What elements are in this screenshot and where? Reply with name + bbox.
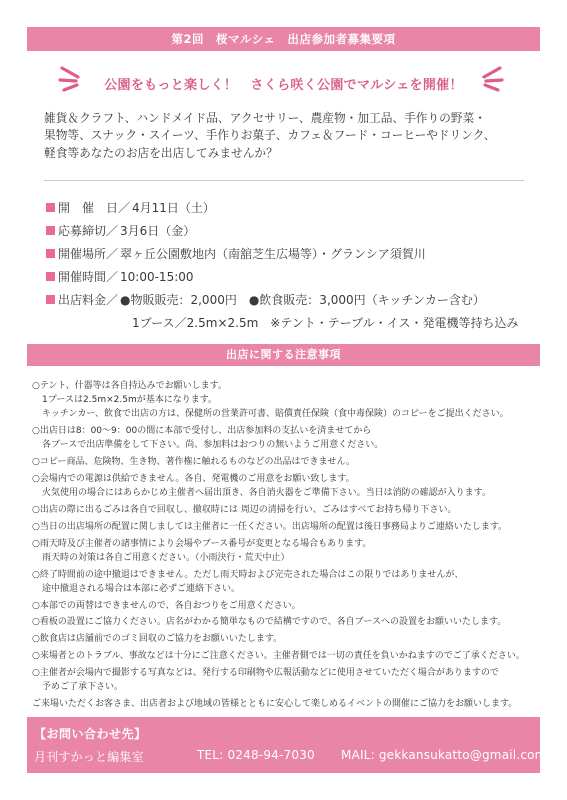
tagline [0,74,567,93]
note-line: ○テント、什器等は各自持込みでお願いします。 [32,381,227,391]
note-item [32,472,542,500]
note-line: ○出店の際に出るごみは各自で回収し、撤収時には 周辺の清掃を行い、ごみはすべてお持ち帰り下さい。 [32,505,457,515]
note-line: ○会場内での電源は供給できません。各自、発電機のご用意をお願い致します。 [32,474,355,484]
note-item [32,568,542,596]
note-line: ○主催者が会場内で撮影する写真などは、発行する印刷物や広報活動などに使用させていただく場合がありますので [32,667,499,678]
detail-fee-booth: 1ブース／2.5m×2.5m ※テント・テーブル・イス・発電機等持ち込み [132,316,519,330]
note-line: ○雨天時及び主催者の諸事情により会場やブース番号が変更となる場合もあります。 [32,538,372,549]
detail-venue [46,245,546,268]
pink-square-icon [46,249,55,258]
note-item [32,666,542,694]
notes-heading: 出店に関する注意事項 [226,348,341,361]
pink-square-icon [46,295,55,304]
detail-label: 応募締切／ [58,224,119,238]
closing-note [32,697,542,711]
event-details [46,199,546,337]
note-item [32,632,542,646]
detail-date [46,199,546,222]
note-item [32,520,542,534]
intro-line: 雑貨＆クラフト、ハンドメイド品、アクセサリー、農産物・加工品、手作りの野菜・ [44,111,486,125]
contact-box [27,717,547,773]
note-line: ○終了時間前の途中撤退はできません。ただし雨天時および完売された場合はこの限りではありませんが、 [32,569,464,580]
contact-line [34,748,547,765]
note-item [32,649,542,663]
intro-line: 果物等、スナック・スイーツ、手作りお菓子、カフェ＆フード・コーヒーやドリンク、 [44,128,496,143]
divider [44,180,524,181]
note-line: ○飲食店は店舗前でのゴミ回収のご協力をお願いいたします。 [32,634,283,645]
pink-square-icon [46,272,55,281]
detail-deadline [46,222,546,245]
note-line: ○来場者とのトラブル、事故などは十分にご注意ください。主催者側では一切の責任を負いかねますのでご了承ください。 [32,650,525,661]
pink-square-icon [46,226,55,235]
note-line: ○当日の出店場所の配置に関しましては主催者に一任ください。出店場所の配置は後日事務局よりご連絡いたします。 [32,521,508,532]
detail-label: 開催時間／ [58,270,119,284]
contact-mail[interactable]: MAIL: gekkansukatto@gmail.com [341,748,547,762]
note-line: 各ブースで出店準備をして下さい。尚、参加料はおつりの無いようご用意ください。 [42,440,384,451]
note-item [32,599,542,613]
note-line: 途中撤退される場合は本部に必ずご連絡下さい。 [42,583,241,594]
detail-label: 開 催 日／ [58,201,131,215]
contact-tel[interactable]: TEL: 0248-94-7030 [197,748,315,762]
note-item [32,537,542,565]
note-line: 1ブースは2.5m×2.5mが基本になります。 [42,395,217,406]
contact-heading: 【お問い合わせ先】 [34,727,147,741]
note-line: ○出店日は8：00～9：00の間に本部で受付し、出店参加料の支払いを済ませてから [32,426,372,437]
note-line: キッチンカー、飲食で出店の方は、保健所の営業許可書、賠償責任保険（食中毒保険）のコピーをご提出ください。 [42,409,509,420]
detail-time [46,268,546,291]
note-item [32,424,542,452]
note-item [32,379,542,422]
note-line: 予めご了承下さい。 [42,681,124,692]
note-line: ○本部での両替はできませんので、各自おつりをご用意ください。 [32,600,301,611]
note-line: 雨天時の対策は各自ご用意ください。（小雨決行・荒天中止） [42,552,290,563]
intro-line: 軽食等あなたのお店を出店してみませんか？ [44,145,278,160]
contact-org: 月刊すかっと編集室 [34,750,144,764]
burst-lines-icon [58,64,88,92]
detail-value: 3月6日（金） [120,224,196,238]
detail-label: 出店料金／ [58,293,119,307]
note-line: 火気使用の場合にはあらかじめ主催者へ届出頂き、各自消火器をご準備下さい。当日は消防の確認が入ります。 [42,488,491,499]
header-title-band [27,27,540,51]
burst-lines-icon [474,64,504,92]
note-item [32,615,542,629]
note-item [32,455,542,469]
note-line: ○看板の設置にご協力ください。店名がわかる簡単なもので結構ですので、各自ブースへの設置をお願いいたします。 [32,617,507,628]
note-line: ○コピー商品、危険物、生き物、著作権に触れるものなどの出品はできません。 [32,457,356,468]
detail-value: 10:00-15:00 [120,270,194,284]
closing-line: ご来場いただくお客さま、出店者および地域の皆様とともに安心して楽しめるイベントの開催にご協力をお願いします。 [32,698,518,709]
detail-fee [46,291,546,314]
detail-value: ●物販販売：2,000円 ●飲食販売：3,000円（キッチンカー含む） [120,293,485,307]
detail-value: 翠ヶ丘公園敷地内（南舘芝生広場等）・グランシア須賀川 [120,247,426,261]
intro-paragraph [44,110,539,162]
detail-value: 4月11日（土） [132,201,215,215]
tagline-text: 公園をもっと楽しく！ さくら咲く公園でマルシェを開催！ [104,78,463,93]
header-title: 第2回 桜マルシェ 出店参加者募集要項 [171,32,396,46]
notes-heading-band [27,344,540,366]
detail-label: 開催場所／ [58,247,119,261]
notes-list [32,379,542,714]
pink-square-icon [46,203,55,212]
note-item [32,503,542,517]
